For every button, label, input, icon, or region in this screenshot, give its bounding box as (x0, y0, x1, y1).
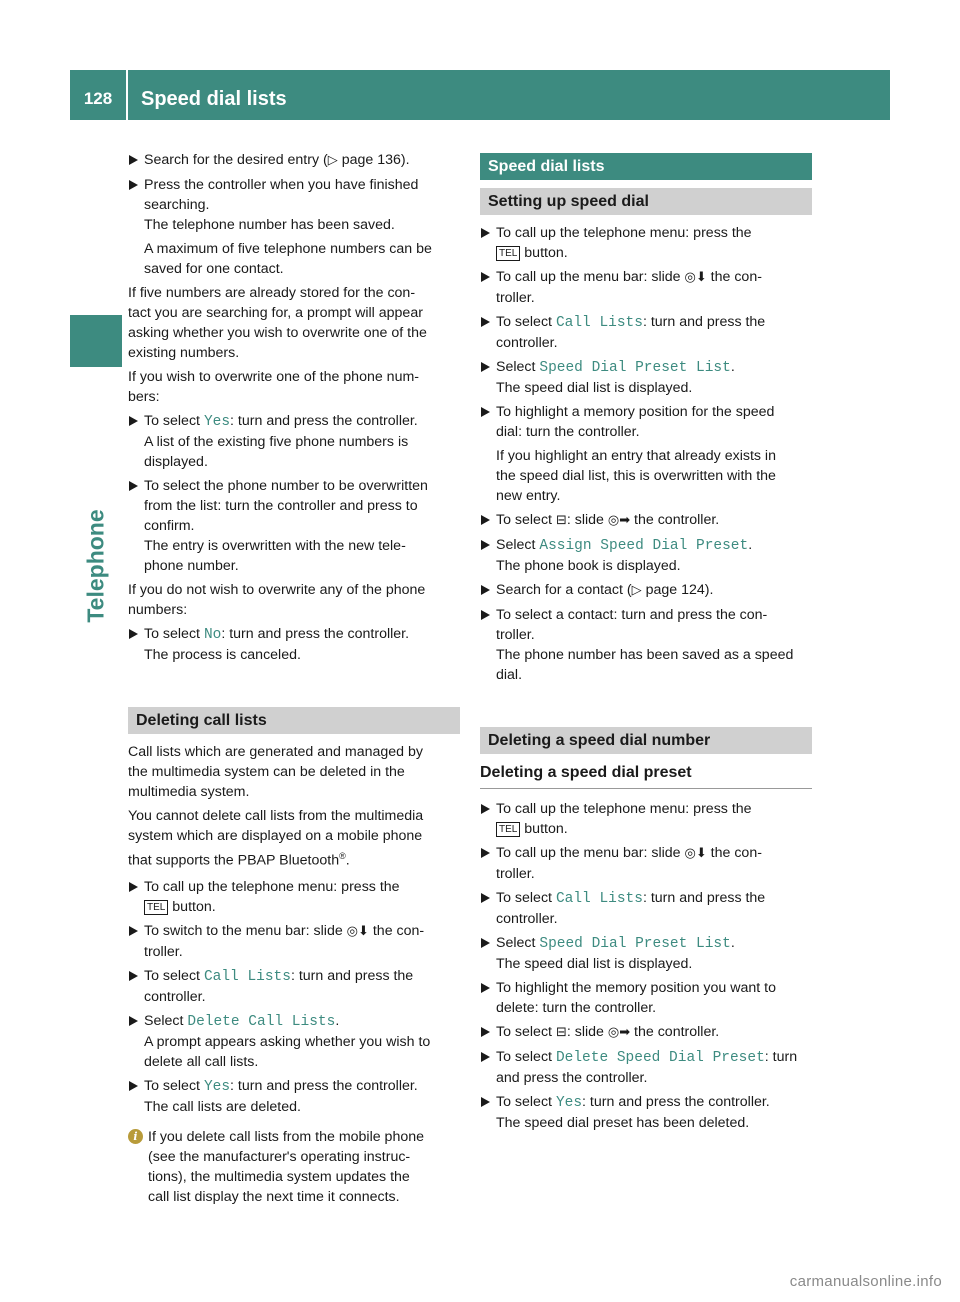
menu-option-call-lists: Call Lists (203, 968, 291, 985)
side-tab-marker (70, 315, 122, 367)
menu-key-icon: ⊟ (555, 513, 567, 528)
paragraph: You cannot delete call lists from the multimedia system which are displayed on a mobile phone that supports the PBAP Bluetooth®. (128, 808, 424, 869)
controller-slide-down-icon: ◎⬇ (346, 923, 369, 939)
menu-option-no: No (203, 627, 222, 643)
step-arrow-icon (129, 416, 138, 426)
menu-option-call-lists: Call Lists (555, 315, 643, 331)
step-arrow-icon (481, 228, 490, 238)
section-heading-setting-up-speed-dial: Setting up speed dial (480, 188, 812, 215)
step-item: To call up the telephone menu: press the TEL button. (480, 799, 812, 839)
page-ref-icon: ▷ (327, 153, 338, 168)
controller-slide-down-icon: ◎⬇ (684, 270, 707, 285)
step-arrow-icon (481, 893, 490, 903)
section-heading-deleting-call-lists: Deleting call lists (128, 707, 460, 734)
step-item: To select Yes: turn and press the controller. The call lists are deleted. (128, 1076, 460, 1117)
step-item: Press the controller when you have finished searching. The telephone number has been saved. A maximum of five telephone numbers can be saved for one contact. (128, 175, 460, 279)
info-icon: i (128, 1129, 143, 1144)
paragraph: If five numbers are already stored for the con- tact you are searching for, a prompt will appear asking whether you wish to overwrite one of the existing numbers. (128, 285, 427, 361)
step-item: Search for a contact (▷ page 124). (480, 580, 812, 601)
step-item: To select a contact: turn and press the con- troller. The phone number has been saved as a speed dial. (480, 605, 812, 685)
step-item: To call up the telephone menu: press the TEL button. (480, 223, 812, 263)
tel-key-icon: TEL (144, 900, 168, 915)
step-item: To select ⊟: slide ◎➡ the controller. (480, 510, 812, 531)
controller-slide-right-icon: ◎➡ (607, 1025, 631, 1040)
section-heading-speed-dial-lists: Speed dial lists (480, 153, 812, 180)
step-item: To select Call Lists: turn and press the controller. (480, 888, 812, 929)
menu-option-delete-speed-dial-preset: Delete Speed Dial Preset (555, 1050, 765, 1066)
subheading-deleting-speed-dial-preset: Deleting a speed dial preset (480, 762, 812, 789)
step-item: To select Delete Speed Dial Preset: turn and press the controller. (480, 1047, 812, 1088)
step-arrow-icon (129, 629, 138, 639)
step-arrow-icon (481, 362, 490, 372)
step-item: To select Yes: turn and press the controller. A list of the existing five phone numbers is displayed. (128, 411, 460, 472)
step-item: Select Speed Dial Preset List. The speed dial list is displayed. (480, 357, 812, 398)
step-item: Select Speed Dial Preset List. The speed dial list is displayed. (480, 933, 812, 974)
step-arrow-icon (129, 1016, 138, 1026)
step-arrow-icon (481, 407, 490, 417)
step-item: To select Call Lists: turn and press the controller. (128, 966, 460, 1007)
step-item: To highlight the memory position you want to delete: turn the controller. (480, 978, 812, 1018)
menu-option-yes: Yes (555, 1095, 583, 1111)
step-item: Search for the desired entry (▷ page 136). (128, 150, 460, 171)
step-item: To select Call Lists: turn and press the controller. (480, 312, 812, 353)
step-arrow-icon (481, 540, 490, 550)
step-arrow-icon (481, 272, 490, 282)
paragraph: If you wish to overwrite one of the phone num- bers: (128, 369, 420, 405)
step-arrow-icon (129, 926, 138, 936)
section-heading-deleting-speed-dial-number: Deleting a speed dial number (480, 727, 812, 754)
step-arrow-icon (129, 481, 138, 491)
step-arrow-icon (481, 610, 490, 620)
step-arrow-icon (129, 971, 138, 981)
menu-option-yes: Yes (203, 1078, 231, 1095)
right-column (480, 153, 812, 1133)
page-number: 128 (83, 89, 113, 108)
page-ref-icon: ▷ (631, 583, 642, 598)
step-item: To select ⊟: slide ◎➡ the controller. (480, 1022, 812, 1043)
step-arrow-icon (481, 585, 490, 595)
menu-option-call-lists: Call Lists (555, 891, 643, 907)
step-arrow-icon (481, 804, 490, 814)
menu-key-icon: ⊟ (555, 1025, 567, 1040)
step-arrow-icon (481, 983, 490, 993)
side-section-text: Telephone (82, 509, 109, 623)
menu-option-assign-speed-dial-preset: Assign Speed Dial Preset (539, 538, 749, 554)
step-item: To switch to the menu bar: slide ◎⬇ the con- troller. (128, 921, 460, 962)
step-arrow-icon (481, 848, 490, 858)
step-item: To select Yes: turn and press the controller. The speed dial preset has been deleted. (480, 1092, 812, 1133)
menu-option-yes: Yes (203, 414, 231, 430)
step-arrow-icon (129, 882, 138, 892)
controller-slide-down-icon: ◎⬇ (684, 846, 707, 861)
step-item: To select No: turn and press the controller. The process is canceled. (128, 624, 460, 665)
step-arrow-icon (481, 317, 490, 327)
info-note: i If you delete call lists from the mobile phone (see the manufacturer's operating instruc- tions), the multimedia system updates the call list display the next time it connects. (128, 1127, 460, 1207)
step-arrow-icon (129, 155, 138, 165)
step-item: Select Delete Call Lists. A prompt appears asking whether you wish to delete all call lists. (128, 1011, 460, 1072)
step-item: To call up the telephone menu: press the TEL button. (128, 877, 460, 917)
step-arrow-icon (129, 180, 138, 190)
step-item: Select Assign Speed Dial Preset. The phone book is displayed. (480, 535, 812, 576)
step-arrow-icon (481, 515, 490, 525)
step-arrow-icon (129, 1081, 138, 1091)
step-item: To select the phone number to be overwritten from the list: turn the controller and press to confirm. The entry is overwritten with the new tele- phone number. (128, 476, 460, 576)
watermark: carmanualsonline.info (789, 1273, 942, 1290)
step-arrow-icon (481, 1097, 490, 1107)
page-title: Speed dial lists (141, 88, 287, 110)
menu-option-speed-dial-preset-list: Speed Dial Preset List (539, 360, 731, 376)
step-arrow-icon (481, 1052, 490, 1062)
paragraph: Call lists which are generated and managed by the multimedia system can be deleted in the multimedia system. (128, 744, 423, 800)
paragraph: If you do not wish to overwrite any of the phone numbers: (128, 582, 426, 618)
tel-key-icon: TEL (496, 246, 520, 261)
step-arrow-icon (481, 938, 490, 948)
left-column (128, 150, 460, 1207)
step-arrow-icon (481, 1027, 490, 1037)
menu-option-delete-call-lists: Delete Call Lists (187, 1013, 336, 1030)
header-divider (126, 70, 128, 120)
menu-option-speed-dial-preset-list: Speed Dial Preset List (539, 936, 731, 952)
step-item: To call up the menu bar: slide ◎⬇ the con- troller. (480, 843, 812, 884)
step-item: To call up the menu bar: slide ◎⬇ the con- troller. (480, 267, 812, 308)
controller-slide-right-icon: ◎➡ (607, 513, 631, 528)
step-item: To highlight a memory position for the speed dial: turn the controller. If you highlight an entry that already exists in the speed dial list, this is overwritten with the new entry. (480, 402, 812, 506)
side-section-label (70, 509, 122, 623)
tel-key-icon: TEL (496, 822, 520, 837)
